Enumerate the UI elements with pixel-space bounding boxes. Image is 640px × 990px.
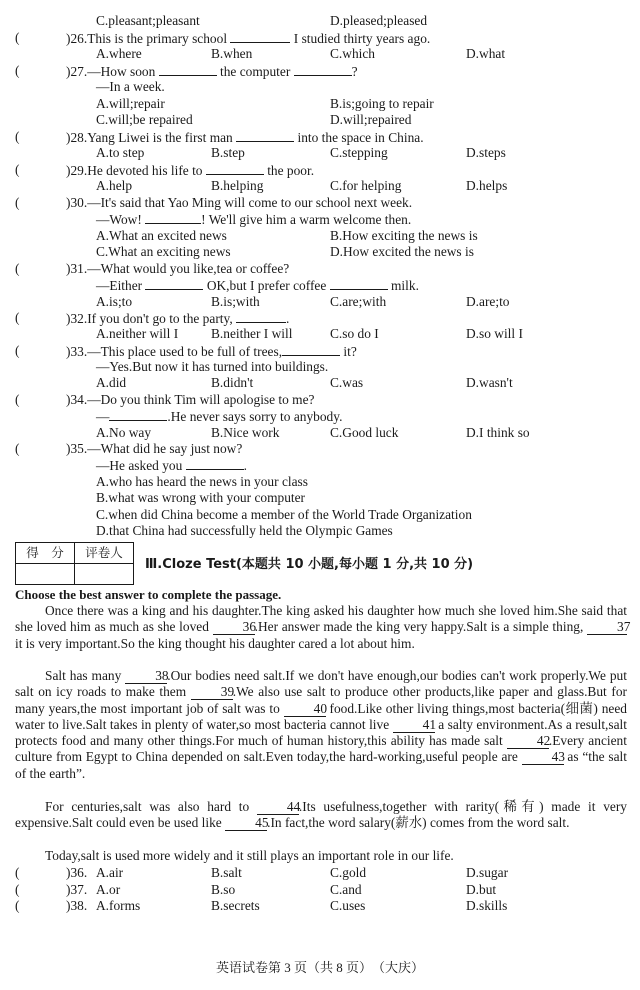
q35-option-b[interactable]: B.what was wrong with your computer [96,490,306,505]
question-35-reply: —He asked you . [96,458,247,473]
q35-option-d[interactable]: D.that China had successfully held the Olympic Games [96,523,393,538]
q26-option-a[interactable]: A.where [96,46,142,61]
q37-option-b[interactable]: B.so [211,882,236,897]
question-27-stem: )27.—How soon the computer ? [66,64,358,79]
blank[interactable] [236,310,286,323]
score-table [15,542,134,585]
instruction: Choose the best answer to complete the passage. [15,587,282,602]
question-34-stem: )34.—Do you think Tim will apologise to me? [66,392,315,407]
question-28-stem: )28.Yang Liwei is the first man into the space in China. [66,130,424,145]
blank-38[interactable]: 38 [125,669,167,684]
q29-option-d[interactable]: D.helps [466,178,508,193]
blank-43[interactable]: 43 [522,750,564,765]
q36-option-b[interactable]: B.salt [211,865,242,880]
question-31-stem: )31.—What would you like,tea or coffee? [66,261,290,276]
blank-39[interactable]: 39 [191,685,233,700]
answer-paren[interactable]: ( [15,129,20,144]
q25-option-c: C.pleasant;pleasant [96,13,200,28]
answer-paren[interactable]: ( [15,343,20,358]
q25-option-d: D.pleased;pleased [330,13,428,28]
q32-option-c[interactable]: C.so do I [330,326,379,341]
q38-option-a[interactable]: A.forms [96,898,141,913]
q31-option-a[interactable]: A.is;to [96,294,133,309]
blank-40[interactable]: 40 [284,702,326,717]
q33-option-b[interactable]: B.didn't [211,375,254,390]
answer-paren[interactable]: ( [15,441,20,456]
q36-option-c[interactable]: C.gold [330,865,367,880]
question-26-stem: )26.This is the primary school I studied thirty years ago. [66,31,431,46]
q37-option-a[interactable]: A.or [96,882,121,897]
score-cell[interactable] [16,564,75,585]
q30-option-c[interactable]: C.What an exciting news [96,244,231,259]
question-31-reply: —Either OK,but I prefer coffee milk. [96,278,419,293]
passage-paragraph-1: Once there was a king and his daughter.The king asked his daughter how much she loved him.She said that she loved him as much as she loved 36.Her answer made the king very happy.Salt is a simple thing, 37 it is very important.So the king thought his daughter cared a lot about him. [15,603,631,651]
q29-option-a[interactable]: A.help [96,178,133,193]
q31-option-d[interactable]: D.are;to [466,294,510,309]
q35-option-c[interactable]: C.when did China become a member of the World Trade Organization [96,507,472,522]
q31-option-c[interactable]: C.are;with [330,294,387,309]
q26-option-b[interactable]: B.when [211,46,253,61]
blank-45[interactable]: 45 [225,816,267,831]
q31-option-b[interactable]: B.is;with [211,294,260,309]
q30-option-b[interactable]: B.How exciting the news is [330,228,478,243]
question-30-reply: —Wow! ! We'll give him a warm welcome then. [96,212,412,227]
q34-option-c[interactable]: C.Good luck [330,425,399,440]
question-29-stem: )29.He devoted his life to the poor. [66,163,315,178]
question-38-number: )38. [66,898,88,913]
question-35-stem: )35.—What did he say just now? [66,441,243,456]
answer-paren[interactable]: ( [15,162,20,177]
blank[interactable] [145,277,203,290]
answer-paren[interactable]: ( [15,195,20,210]
question-36-number: )36. [66,865,88,880]
q29-option-b[interactable]: B.helping [211,178,264,193]
q37-option-c[interactable]: C.and [330,882,362,897]
q32-option-a[interactable]: A.neither will I [96,326,179,341]
blank[interactable] [282,343,340,356]
score-label: 得 分 [16,543,75,564]
answer-paren[interactable]: ( [15,898,20,913]
question-27-reply: —In a week. [96,79,165,94]
q34-option-a[interactable]: A.No way [96,425,152,440]
q36-option-d[interactable]: D.sugar [466,865,509,880]
q29-option-c[interactable]: C.for helping [330,178,402,193]
q36-option-a[interactable]: A.air [96,865,124,880]
blank-37[interactable]: 37 [587,620,627,635]
q30-option-d[interactable]: D.How excited the news is [330,244,474,259]
question-33-reply: —Yes.But now it has turned into buildings. [96,359,329,374]
q27-option-c[interactable]: C.will;be repaired [96,112,193,127]
q33-option-a[interactable]: A.did [96,375,127,390]
answer-paren[interactable]: ( [15,63,20,78]
answer-paren[interactable]: ( [15,392,20,407]
q27-option-b[interactable]: B.is;going to repair [330,96,434,111]
blank[interactable] [159,63,217,76]
blank[interactable] [230,30,290,43]
q38-option-c[interactable]: C.uses [330,898,366,913]
blank[interactable] [236,129,294,142]
q38-option-b[interactable]: B.secrets [211,898,260,913]
q33-option-c[interactable]: C.was [330,375,364,390]
blank[interactable] [294,63,352,76]
q28-option-d[interactable]: D.steps [466,145,506,160]
blank[interactable] [145,211,201,224]
q27-option-a[interactable]: A.will;repair [96,96,165,111]
passage-paragraph-3: For centuries,salt was also hard to 44.Its usefulness,together with rarity(稀有) made it very expensive.Salt could even be used like 45.In fact,the word salary(薪水) comes from the word salt. [15,799,627,831]
grader-label: 评卷人 [75,543,134,564]
q27-option-d[interactable]: D.will;repaired [330,112,412,127]
blank[interactable] [186,457,244,470]
q28-option-c[interactable]: C.stepping [330,145,388,160]
q26-option-c[interactable]: C.which [330,46,376,61]
q32-option-d[interactable]: D.so will I [466,326,523,341]
question-30-stem: )30.—It's said that Yao Ming will come to our school next week. [66,195,413,210]
question-37-number: )37. [66,882,88,897]
answer-paren[interactable]: ( [15,865,20,880]
blank-42[interactable]: 42 [507,734,549,749]
q34-option-d[interactable]: D.I think so [466,425,530,440]
blank[interactable] [330,277,388,290]
answer-paren[interactable]: ( [15,310,20,325]
question-34-reply: — .He never says sorry to anybody. [96,409,343,424]
q28-option-b[interactable]: B.step [211,145,245,160]
blank-44[interactable]: 44 [257,800,299,815]
blank[interactable] [206,162,264,175]
answer-paren[interactable]: ( [15,882,20,897]
passage-paragraph-2: Salt has many 38.Our bodies need salt.If we don't have enough,our bodies can't work properly.We put salt on icy roads to make them 39.We also use salt to produce other products,like paper and glass.But for many years,the most important job of salt was to 40 food.Like other living things,most bacteria(细菌) need water to live.Salt takes in plenty of water,so most bacteria cannot live 41 a salty environment.As a result,salt protects food and many other things.For much of human history,this ability has made salt 42.Every ancient culture from Egypt to China depended on salt.Even today,the hard-working,useful people are 43 as “the salt of the earth”. [15,668,627,781]
q30-option-a[interactable]: A.What an excited news [96,228,227,243]
answer-paren[interactable]: ( [15,30,20,45]
q34-option-b[interactable]: B.Nice work [211,425,280,440]
q26-option-d[interactable]: D.what [466,46,506,61]
grader-cell[interactable] [75,564,134,585]
q38-option-d[interactable]: D.skills [466,898,508,913]
q35-option-a[interactable]: A.who has heard the news in your class [96,474,308,489]
section-title: Ⅲ.Cloze Test(本题共 10 小题,每小题 1 分,共 10 分) [145,557,474,572]
answer-paren[interactable]: ( [15,261,20,276]
page-footer: 英语试卷第 3 页（共 8 页） （大庆） [215,960,424,975]
blank[interactable] [109,408,167,421]
q28-option-a[interactable]: A.to step [96,145,145,160]
blank-41[interactable]: 41 [393,718,435,733]
question-32-stem: )32.If you don't go to the party, . [66,311,290,326]
q37-option-d[interactable]: D.but [466,882,497,897]
question-33-stem: )33.—This place used to be full of trees, it? [66,344,357,359]
q32-option-b[interactable]: B.neither I will [211,326,293,341]
q33-option-d[interactable]: D.wasn't [466,375,513,390]
blank-36[interactable]: 36 [213,620,255,635]
passage-paragraph-4: Today,salt is used more widely and it still plays an important role in our life. [45,848,454,863]
